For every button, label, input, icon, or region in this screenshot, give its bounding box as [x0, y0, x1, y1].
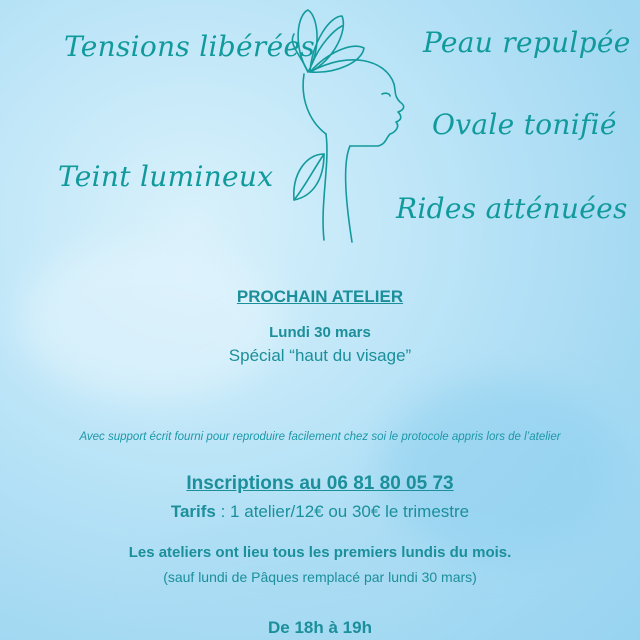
next-workshop-title: PROCHAIN ATELIER	[236, 287, 404, 306]
watercolor-wash	[380, 380, 620, 560]
benefit-tensions: Tensions libérées	[64, 30, 315, 63]
schedule-monthly: Les ateliers ont lieu tous les premiers lundis du mois.	[128, 544, 512, 561]
schedule-hours: De 18h à 19h	[268, 618, 372, 637]
benefit-rides: Rides atténuées	[396, 192, 628, 225]
workshop-theme: Spécial “haut du visage”	[228, 346, 412, 365]
pricing-label: Tarifs	[170, 502, 216, 521]
pricing-value: : 1 atelier/12€ ou 30€ le trimestre	[215, 502, 470, 521]
schedule-exception: (sauf lundi de Pâques remplacé par lundi 30 mars)	[163, 569, 477, 585]
face-line-art-icon	[290, 4, 425, 246]
watercolor-wash	[20, 240, 280, 400]
pricing	[0, 502, 640, 522]
benefit-ovale: Ovale tonifié	[432, 108, 617, 141]
benefit-peau: Peau repulpée	[423, 26, 631, 59]
benefit-teint: Teint lumineux	[58, 160, 274, 193]
workshop-date: Lundi 30 mars	[269, 324, 371, 341]
support-note: Avec support écrit fourni pour reproduire facilement chez soi le protocole appris lors de l’atelier	[79, 431, 561, 443]
registration-phone: Inscriptions au 06 81 80 05 73	[186, 473, 454, 494]
